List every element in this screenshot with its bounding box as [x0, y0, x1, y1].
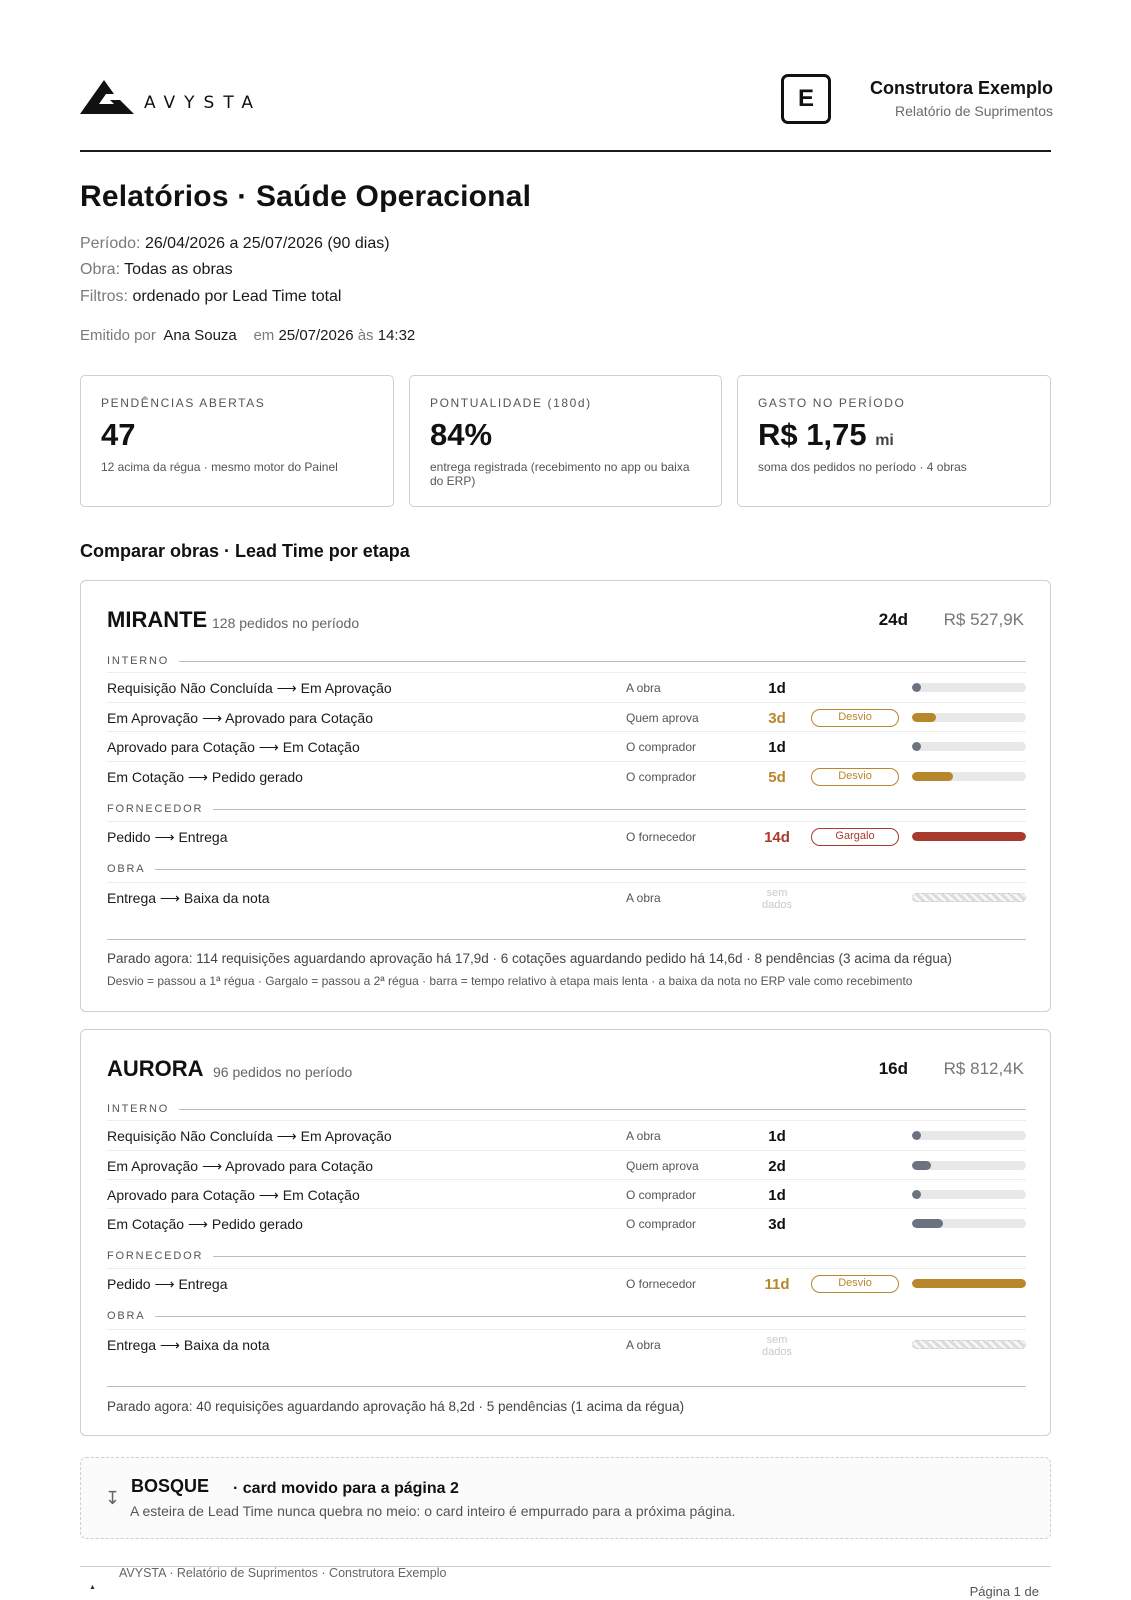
nodata-line: dados	[762, 1346, 792, 1358]
lead-time-bar-fill	[912, 713, 936, 722]
stage-label: Requisição Não Concluída ⟶ Em Aprovação	[107, 680, 392, 696]
footer-logo-icon: ▲	[89, 1584, 96, 1591]
kpi-card-pontualidade	[409, 375, 722, 507]
lead-time-bar-fill	[912, 1190, 921, 1199]
group-divider	[107, 809, 1026, 810]
status-badge: Desvio	[811, 768, 899, 786]
lead-time-bar-fill	[912, 1279, 1026, 1288]
stage-owner: A obra	[626, 681, 661, 695]
stage-label: Em Cotação ⟶ Pedido gerado	[107, 1216, 303, 1232]
stage-row	[107, 1329, 1026, 1359]
kpi-card-pendencias	[80, 375, 394, 507]
stalled-summary: Parado agora: 114 requisições aguardando aprovação há 17,9d · 6 cotações aguardando pedido há 14,6d · 8 pendências (3 acima da régua)	[107, 951, 952, 966]
status-badge: Desvio	[811, 709, 899, 727]
footer-text: AVYSTA · Relatório de Suprimentos · Construtora Exemplo	[119, 1566, 447, 1580]
stage-days: 3d	[768, 1216, 786, 1233]
lead-time-bar	[912, 1340, 1026, 1349]
stage-label: Aprovado para Cotação ⟶ Em Cotação	[107, 739, 360, 755]
kpi-value	[758, 418, 1030, 452]
section-title: Comparar obras · Lead Time por etapa	[80, 541, 410, 561]
stage-days: 1d	[768, 1128, 786, 1145]
stage-owner: Quem aprova	[626, 711, 699, 725]
status-badge: Gargalo	[811, 828, 899, 846]
filters-line	[80, 288, 341, 306]
stage-group-interno	[107, 1103, 1026, 1115]
stage-row	[107, 1179, 1026, 1209]
kpi-number: R$ 1,75	[758, 417, 867, 452]
kpi-unit: mi	[875, 432, 894, 449]
stage-days-nodata	[752, 887, 802, 911]
group-divider	[107, 1316, 1026, 1317]
group-divider	[107, 869, 1026, 870]
stage-label: Entrega ⟶ Baixa da nota	[107, 1337, 270, 1353]
period-line	[80, 235, 390, 253]
arrow-down-bar-icon: ↧	[105, 1488, 121, 1508]
lead-time-bar	[912, 742, 1026, 751]
group-label: OBRA	[107, 863, 155, 875]
stage-group-interno	[107, 655, 1026, 667]
stage-owner: O comprador	[626, 1217, 697, 1231]
obra-value: Todas as obras	[124, 261, 233, 278]
stage-owner: A obra	[626, 1129, 661, 1143]
kpi-note: 12 acima da régua · mesmo motor do Painel	[101, 460, 338, 475]
stage-group-obra	[107, 863, 1026, 875]
stage-owner: O fornecedor	[626, 830, 697, 844]
emitted-line	[80, 327, 415, 344]
group-divider	[107, 661, 1026, 662]
obra-name: MIRANTE	[107, 607, 208, 632]
lead-time-bar	[912, 832, 1026, 841]
legend-note: Desvio = passou a 1ª régua · Gargalo = passou a 2ª régua · barra = tempo relativo à etapa mais lenta · a baixa da nota no ERP vale como recebimento	[107, 974, 913, 988]
brand-wordmark: AVYSTA	[144, 93, 263, 113]
lead-time-bar-fill	[912, 832, 1026, 841]
stage-owner: O comprador	[626, 770, 697, 784]
obra-spend: R$ 527,9K	[943, 610, 1024, 629]
page-title: Relatórios · Saúde Operacional	[80, 180, 532, 213]
stage-row	[107, 821, 1026, 851]
stage-row	[107, 1208, 1026, 1238]
group-divider	[107, 1109, 1026, 1110]
nodata-line: sem	[766, 887, 788, 899]
obra-card-aurora	[80, 1029, 1051, 1436]
group-divider	[107, 1256, 1026, 1257]
nodata-line: sem	[766, 1334, 788, 1346]
stage-label: Pedido ⟶ Entrega	[107, 829, 228, 845]
lead-time-bar	[912, 1190, 1026, 1199]
stage-group-fornecedor	[107, 803, 1026, 815]
stage-days: 14d	[764, 829, 790, 846]
stage-days: 1d	[768, 680, 786, 697]
stage-days: 1d	[768, 1187, 786, 1204]
period-label: Período:	[80, 235, 141, 252]
lead-time-bar	[912, 1279, 1026, 1288]
stage-label: Em Cotação ⟶ Pedido gerado	[107, 769, 303, 785]
lead-time-bar	[912, 713, 1026, 722]
filters-label: Filtros:	[80, 288, 128, 305]
filters-value: ordenado por Lead Time total	[132, 288, 342, 305]
brand-logo	[80, 80, 262, 114]
obra-order-count: 96 pedidos no período	[213, 1064, 353, 1080]
kpi-value	[101, 418, 373, 452]
card-divider	[107, 1386, 1026, 1387]
emitted-label: Emitido por	[80, 327, 156, 344]
obra-line	[80, 261, 233, 279]
lead-time-bar	[912, 1161, 1026, 1170]
moved-title: · card movido para a página 2	[233, 1480, 459, 1497]
lead-time-bar-fill	[912, 683, 921, 692]
kpi-value	[430, 418, 701, 452]
lead-time-bar-fill	[912, 1131, 921, 1140]
stage-row	[107, 702, 1026, 732]
nodata-line: dados	[762, 899, 792, 911]
obra-name: AURORA	[107, 1056, 204, 1081]
lead-time-bar-fill	[912, 772, 953, 781]
stage-owner: Quem aprova	[626, 1159, 699, 1173]
stage-row	[107, 882, 1026, 912]
stage-row	[107, 672, 1026, 702]
obra-card-mirante	[80, 580, 1051, 1012]
kpi-number: 84%	[430, 417, 493, 452]
group-label: INTERNO	[107, 655, 179, 667]
stage-label: Em Aprovação ⟶ Aprovado para Cotação	[107, 710, 373, 726]
stage-owner: O fornecedor	[626, 1277, 697, 1291]
group-label: OBRA	[107, 1310, 155, 1322]
group-label: FORNECEDOR	[107, 1250, 213, 1262]
stage-label: Aprovado para Cotação ⟶ Em Cotação	[107, 1187, 360, 1203]
stage-label: Em Aprovação ⟶ Aprovado para Cotação	[107, 1158, 373, 1174]
stage-owner: A obra	[626, 1338, 661, 1352]
lead-time-bar-fill	[912, 742, 921, 751]
stage-row	[107, 731, 1026, 761]
moved-card-notice	[80, 1457, 1051, 1539]
stage-row	[107, 1120, 1026, 1150]
stage-label: Pedido ⟶ Entrega	[107, 1276, 228, 1292]
stage-group-fornecedor	[107, 1250, 1026, 1262]
obra-order-count: 128 pedidos no período	[212, 615, 360, 631]
group-label: FORNECEDOR	[107, 803, 213, 815]
kpi-label: PONTUALIDADE (180d)	[430, 396, 592, 410]
stage-owner: O comprador	[626, 740, 697, 754]
stage-days: 1d	[768, 739, 786, 756]
obra-lead-time: 24d	[878, 610, 908, 629]
emitted-date: 25/07/2026	[278, 327, 354, 344]
avysta-mountain-icon	[80, 80, 134, 114]
company-initial-badge: E	[781, 74, 831, 124]
lead-time-bar-fill	[912, 1219, 943, 1228]
stage-days: 2d	[768, 1158, 786, 1175]
kpi-label: GASTO NO PERÍODO	[758, 396, 906, 410]
obra-lead-time: 16d	[878, 1059, 908, 1078]
lead-time-bar	[912, 1219, 1026, 1228]
kpi-note: soma dos pedidos no período · 4 obras	[758, 460, 967, 475]
stage-row	[107, 761, 1026, 791]
emitted-time: 14:32	[377, 327, 416, 344]
company-subtitle: Relatório de Suprimentos	[895, 103, 1053, 119]
lead-time-bar	[912, 893, 1026, 902]
stage-days: 5d	[768, 769, 786, 786]
stalled-summary: Parado agora: 40 requisições aguardando aprovação há 8,2d · 5 pendências (1 acima da régua)	[107, 1399, 685, 1414]
stage-label: Requisição Não Concluída ⟶ Em Aprovação	[107, 1128, 392, 1144]
stage-days: 3d	[768, 710, 786, 727]
kpi-label: PENDÊNCIAS ABERTAS	[101, 396, 266, 410]
moved-obra-name: BOSQUE	[131, 1476, 210, 1496]
status-badge: Desvio	[811, 1275, 899, 1293]
stage-days: 11d	[764, 1276, 790, 1293]
emitted-at-label: às	[357, 327, 374, 344]
stage-owner: O comprador	[626, 1188, 697, 1202]
kpi-card-gasto	[737, 375, 1051, 507]
emitted-by: Ana Souza	[163, 327, 237, 344]
lead-time-bar	[912, 683, 1026, 692]
stage-owner: A obra	[626, 891, 661, 905]
kpi-number: 47	[101, 417, 136, 452]
obra-label: Obra:	[80, 261, 121, 278]
lead-time-bar-fill	[912, 1161, 931, 1170]
stage-row	[107, 1268, 1026, 1298]
header-divider	[80, 150, 1051, 152]
card-divider	[107, 939, 1026, 940]
stage-days-nodata	[752, 1334, 802, 1358]
stage-group-obra	[107, 1310, 1026, 1322]
lead-time-bar	[912, 772, 1026, 781]
kpi-note: entrega registrada (recebimento no app ou baixa do ERP)	[430, 460, 690, 489]
stage-row	[107, 1150, 1026, 1180]
company-name: Construtora Exemplo	[869, 78, 1053, 98]
lead-time-bar	[912, 1131, 1026, 1140]
moved-text: A esteira de Lead Time nunca quebra no meio: o card inteiro é empurrado para a próxima página.	[130, 1503, 736, 1519]
period-value: 26/04/2026 a 25/07/2026 (90 dias)	[144, 235, 390, 252]
obra-spend: R$ 812,4K	[943, 1059, 1024, 1078]
page-number: Página 1 de	[969, 1584, 1039, 1599]
stage-label: Entrega ⟶ Baixa da nota	[107, 890, 270, 906]
group-label: INTERNO	[107, 1103, 179, 1115]
emitted-on-label: em	[253, 327, 275, 344]
